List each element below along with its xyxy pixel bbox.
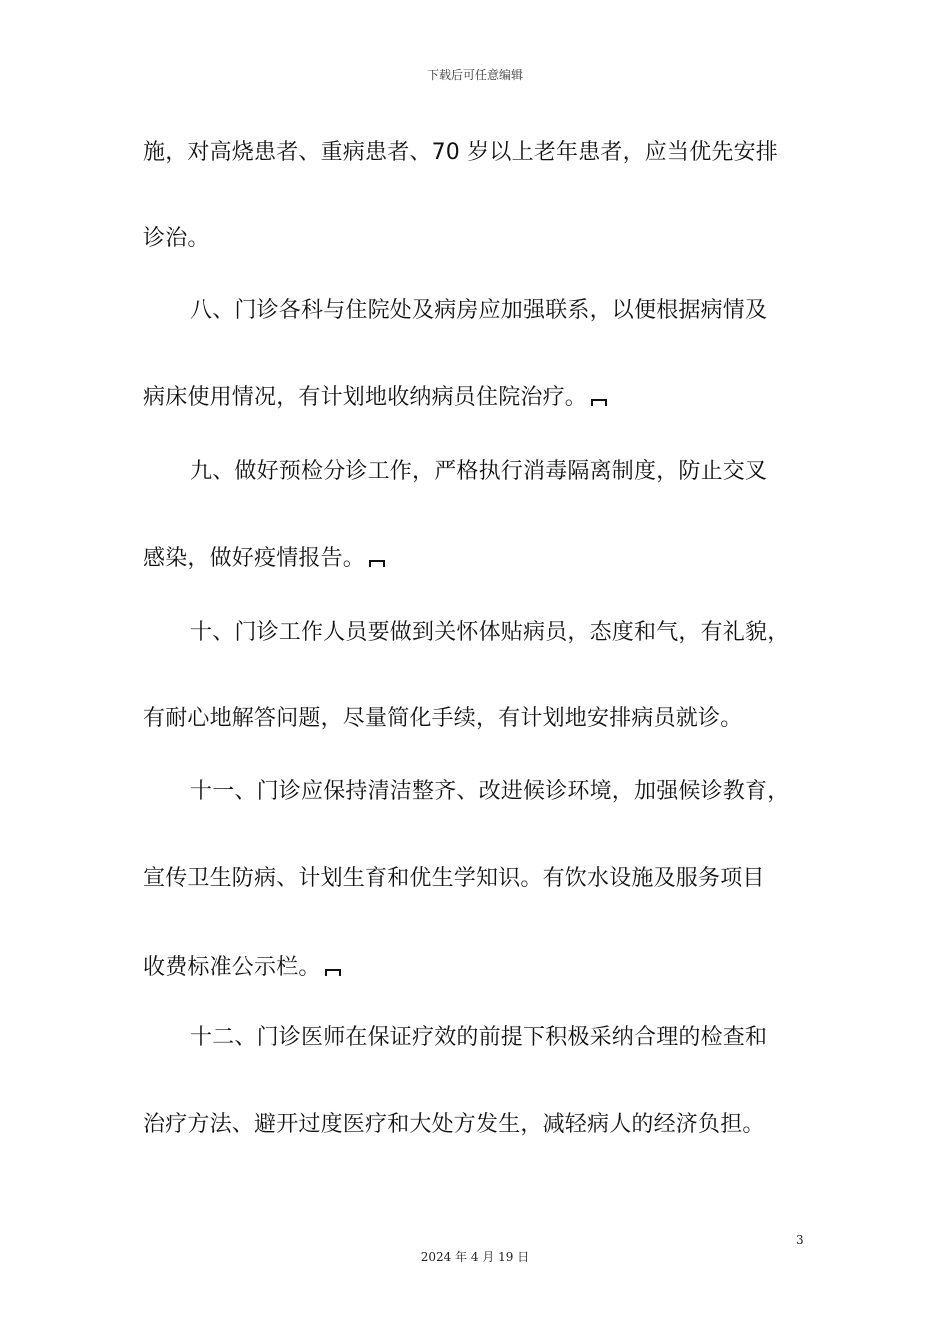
body-line-1: 施，对高烧患者、重病患者、70 岁以上老年患者，应当优先安排: [143, 140, 778, 165]
paragraph-11-line-1: 十一、门诊应保持清洁整齐、改进候诊环境，加强候诊教育，: [190, 779, 790, 804]
paragraph-11-line-3-text: 收费标准公示栏。: [143, 955, 321, 980]
header-note: 下载后可任意编辑: [426, 68, 523, 82]
paragraph-11-line-3: [143, 953, 341, 983]
paragraph-10-line-2: 有耐心地解答问题，尽量简化手续，有计划地安排病员就诊。: [143, 706, 743, 731]
paragraph-8-line-1: 八、门诊各科与住院处及病房应加强联系，以便根据病情及: [190, 298, 768, 323]
paragraph-9-line-2: [143, 544, 385, 574]
paragraph-10-line-1: 十、门诊工作人员要做到关怀体贴病员，态度和气，有礼貌，: [190, 620, 790, 645]
paragraph-12-line-1: 十二、门诊医师在保证疗效的前提下积极采纳合理的检查和: [190, 1025, 768, 1050]
footer-date: 2024 年 4 月 19 日: [420, 1250, 530, 1264]
body-line-2: 诊治。: [143, 226, 210, 251]
paragraph-8-line-2-text: 病床使用情况，有计划地收纳病员住院治疗。: [143, 385, 588, 410]
paragraph-end-mark-icon: [591, 399, 607, 406]
paragraph-12-line-2: 治疗方法、避开过度医疗和大处方发生，减轻病人的经济负担。: [143, 1112, 765, 1137]
paragraph-end-mark-icon: [369, 560, 385, 567]
paragraph-9-line-2-text: 感染，做好疫情报告。: [143, 546, 366, 571]
paragraph-9-line-1: 九、做好预检分诊工作，严格执行消毒隔离制度，防止交叉: [190, 459, 768, 484]
paragraph-11-line-2: 宣传卫生防病、计划生育和优生学知识。有饮水设施及服务项目: [143, 866, 765, 891]
paragraph-end-mark-icon: [325, 969, 341, 976]
paragraph-8-line-2: [143, 383, 607, 413]
page-number: 3: [796, 1233, 804, 1247]
